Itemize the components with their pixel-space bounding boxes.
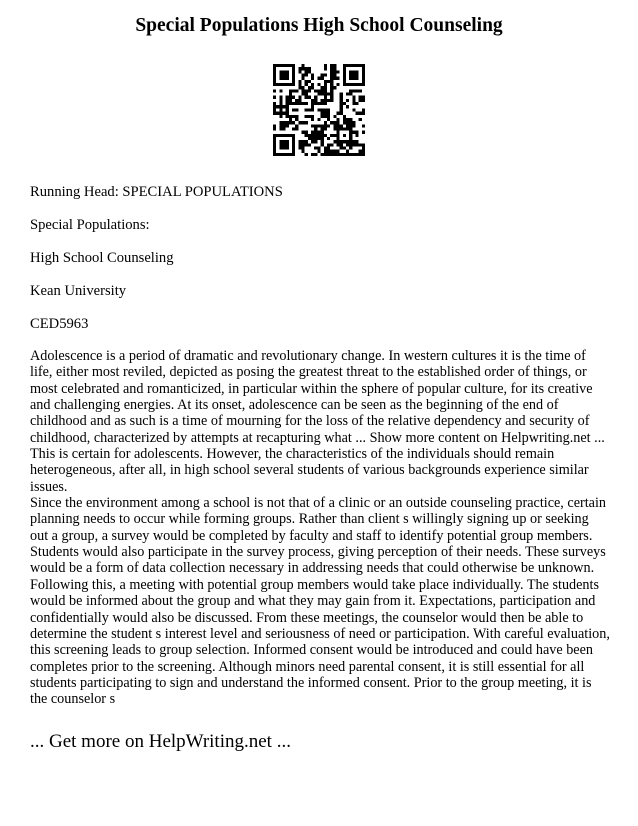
header-line-high-school-counseling: High School Counseling — [30, 250, 174, 266]
running-head: Running Head: SPECIAL POPULATIONS — [30, 184, 283, 200]
document-title: Special Populations High School Counseling — [135, 15, 503, 36]
header-line-university: Kean University — [30, 283, 127, 299]
get-more-link[interactable]: ... Get more on HelpWriting.net ... — [30, 731, 291, 752]
paragraph-environment: Since the environment among a school is not that of a clinic or an outside counseling practice, certain planning needs to occur while forming groups. Rather than client s willingly signing up or seeking out a group, a survey would be completed by faculty and staff to identify potential group members. Students would also participate in the survey process, giving perception of their needs. These surveys would be a form of data collection necessary in addressing needs that could otherwise be unknown. Following this, a meeting with potential group members would take place individually. The students would be informed about the group and what they may gain from it. Expectations, participation and confidentially would also be discussed. From these meetings, the counselor would then be able to determine the student s interest level and seriousness of need or participation. With careful evaluation, this screening leads to group selection. Informed consent would be introduced and could have been completes prior to the screening. Although minors need parental consent, it is still essential for all students participating to sign and understand the informed consent. Prior to the group meeting, it is the counselor s — [30, 495, 610, 708]
paragraph-adolescents: This is certain for adolescents. However, the characteristics of the individuals should remain heterogeneous, after all, in high school several students of various backgrounds experience similar issues. — [30, 446, 589, 495]
body-text — [30, 348, 610, 708]
paragraph-adolescence: Adolescence is a period of dramatic and revolutionary change. In western cultures it is the time of life, either most reviled, depicted as posing the greatest threat to the established order of things, or most celebrated and romanticized, in particular within the sphere of popular culture, for its creative and challenging energies. At its onset, adolescence can be seen as the beginning of the end of childhood and as such is a time of mourning for the loss of the relative dependency and security of childhood, characterized by attempts at recapturing what ... Show more content on Helpwriting.net ... — [30, 348, 605, 446]
header-line-special-populations: Special Populations: — [30, 217, 150, 233]
qr-code-icon — [273, 64, 365, 156]
header-line-course-code: CED5963 — [30, 316, 89, 332]
